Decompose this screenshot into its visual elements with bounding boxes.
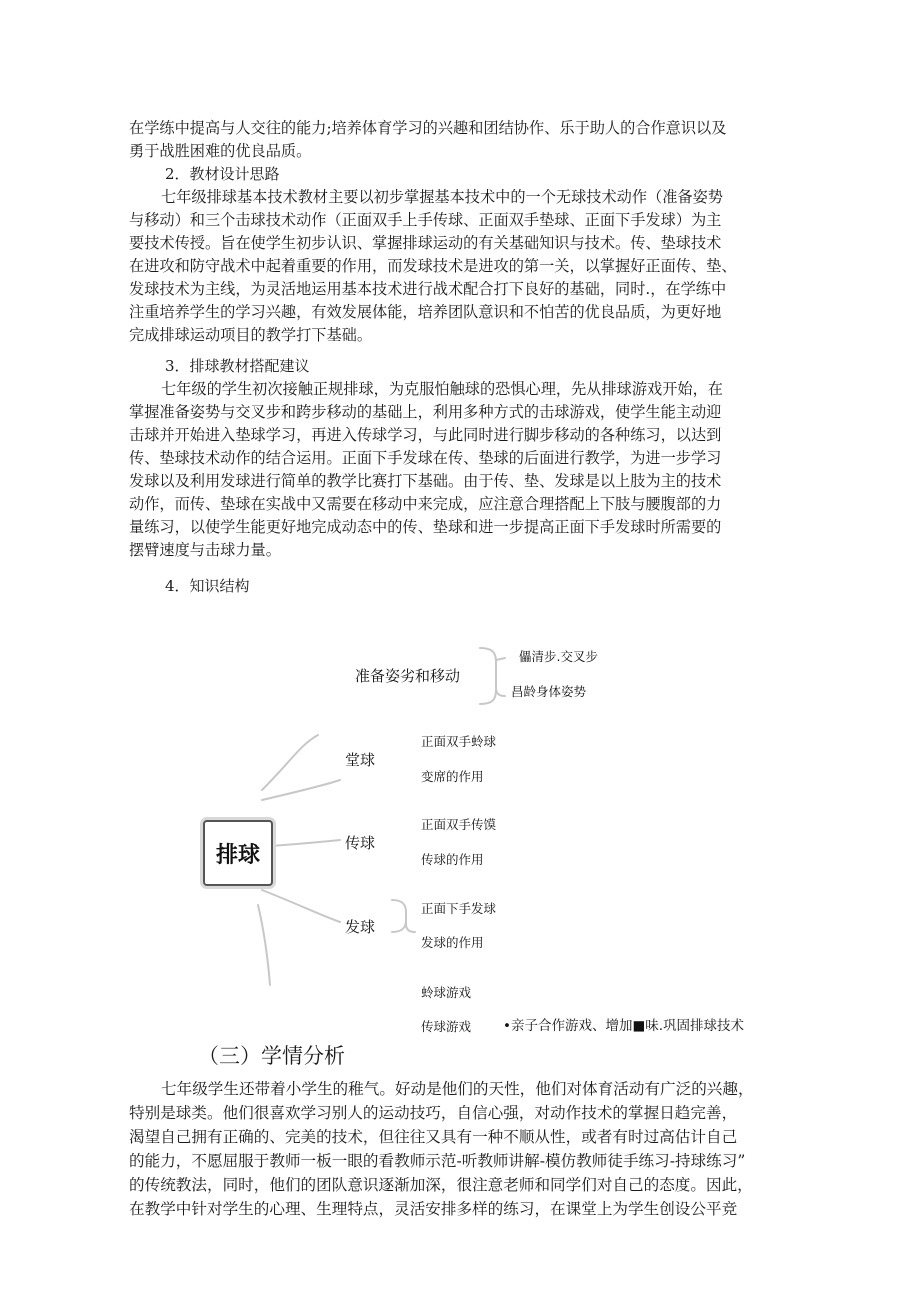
leaf-pass-technique: 正面双手传馍 — [421, 817, 497, 832]
leaf-dig-purpose: 变席的作用 — [421, 769, 484, 784]
connector-curve — [269, 840, 340, 846]
games-note: •亲子合作游戏、增加■味.巩固排球技术 — [503, 1018, 745, 1034]
bracket-branch1 — [496, 658, 505, 660]
bracket-branch4 — [392, 920, 406, 932]
leaf-dig-game: 蛉球游戏 — [421, 985, 472, 1000]
heading-knowledge-structure: 4．知识结构 — [165, 577, 250, 595]
text-line: 注重培养学生的学习兴趣，有效发展体能，培养团队意识和不怕苦的优良品质，为更好地 — [129, 303, 722, 321]
connector-curve — [262, 890, 340, 922]
mindmap-root — [203, 820, 273, 886]
leaf-pass-game: 传球游戏 — [421, 1019, 472, 1034]
paragraph-learning-analysis — [129, 1077, 795, 1221]
text-line: 特别是球类。他们很喜欢学习别人的运动技巧，自信心强，对动作技术的掌握日趋完善， — [129, 1104, 738, 1122]
leaf-body-posture: 昌龄身体姿势 — [511, 684, 587, 699]
branch-pass: 传球 — [345, 834, 376, 852]
leaf-serve-purpose: 发球的作用 — [421, 935, 484, 950]
heading-material-suggestion: 3．排球教材搭配建议 — [165, 357, 310, 375]
text-line: 发球技术为主线，为灵活地运用基本技术进行战术配合打下良好的基础，同时.，在学练中 — [129, 280, 727, 298]
root-label: 排球 — [215, 842, 260, 868]
leaf-dig-technique: 正面双手蛉球 — [421, 734, 497, 749]
branch-dig: 堂球 — [345, 751, 376, 769]
text-line: 在学练中提高与人交往的能力;培养体育学习的兴趣和团结协作、乐于助人的合作意识以及 — [129, 119, 727, 137]
text-line: 发球以及利用发球进行简单的教学比赛打下基础。由于传、垫、发球是以上肢为主的技术 — [129, 472, 722, 490]
bracket-branch1 — [480, 648, 505, 696]
text-line: 七年级排球基本技术教材主要以初步掌握基本技术中的一个无球技术动作（准备姿势 — [161, 188, 723, 206]
text-line: 完成排球运动项目的教学打下基础。 — [129, 326, 372, 344]
text-line: 在教学中针对学生的心理、生理特点，灵活安排多样的练习，在课堂上为学生创设公平竞 — [129, 1200, 738, 1218]
text-line: 渴望自己拥有正确的、完美的技术，但往往又具有一种不顺从性，或者有时过高估计自己 — [129, 1128, 738, 1146]
bracket-branch1 — [480, 690, 496, 704]
text-line: 要技术传授。旨在使学生初步认识、掌握排球运动的有关基础知识与技术。传、垫球技术 — [129, 234, 722, 252]
text-line: 掌握准备姿势与交叉步和跨步移动的基础上，利用多种方式的击球游戏，使学生能主动迎 — [129, 403, 722, 421]
text-line: 击球并开始进入垫球学习，再进入传球学习，与此同时进行脚步移动的各种练习，以达到 — [129, 426, 722, 444]
text-line: 七年级的学生初次接触正规排球，为克服怕触球的恐惧心理，先从排球游戏开始，在 — [161, 380, 723, 398]
section-title-learning-analysis: （三）学情分析 — [198, 1044, 345, 1068]
text-line: 在进攻和防守战术中起着重要的作用，而发球技术是进攻的第一关，以掌握好正面传、垫、 — [129, 257, 737, 275]
heading-design-idea: 2．教材设计思路 — [165, 165, 280, 183]
text-line: 动作，而传、垫球在实战中又需要在移动中来完成，应注意合理搭配上下肢与腰腹部的力 — [129, 495, 722, 513]
leaf-serve-technique: 正面下手发球 — [421, 901, 497, 916]
text-line: 的能力，不愿屈服于教师一板一眼的看教师示范-听教师讲解-模仿教师徒手练习-持球练习” — [129, 1152, 746, 1170]
text-line: 量练习，以使学生能更好地完成动态中的传、垫球和进一步提高正面下手发球时所需要的 — [129, 518, 722, 536]
text-line: 摆臂速度与击球力量。 — [129, 541, 281, 559]
leaf-pass-purpose: 传球的作用 — [421, 852, 484, 867]
connector-curve — [262, 735, 318, 790]
text-line: 的传统教法，同时，他们的团队意识逐渐加深，很注意老师和同学们对自己的态度。因此， — [129, 1176, 753, 1194]
connector-curve — [262, 780, 340, 800]
branch-ready-position: 准备姿劣和移动 — [355, 667, 461, 685]
text-line: 传、垫球技术动作的结合运用。正面下手发球在传、垫球的后面进行教学，为进一步学习 — [129, 449, 722, 467]
connector-curve — [258, 905, 270, 985]
text-line: 七年级学生还带着小学生的稚气。好动是他们的天性，他们对体育活动有广泛的兴趣， — [161, 1080, 754, 1098]
text-line: 勇于战胜困难的优良品质。 — [129, 142, 312, 160]
leaf-steps: 儡清步.交叉步 — [519, 649, 598, 664]
text-line: 与移动）和三个击球技术动作（正面双手上手传球、正面双手垫球、正面下手发球）为主 — [129, 211, 722, 229]
branch-serve: 发球 — [345, 918, 376, 936]
